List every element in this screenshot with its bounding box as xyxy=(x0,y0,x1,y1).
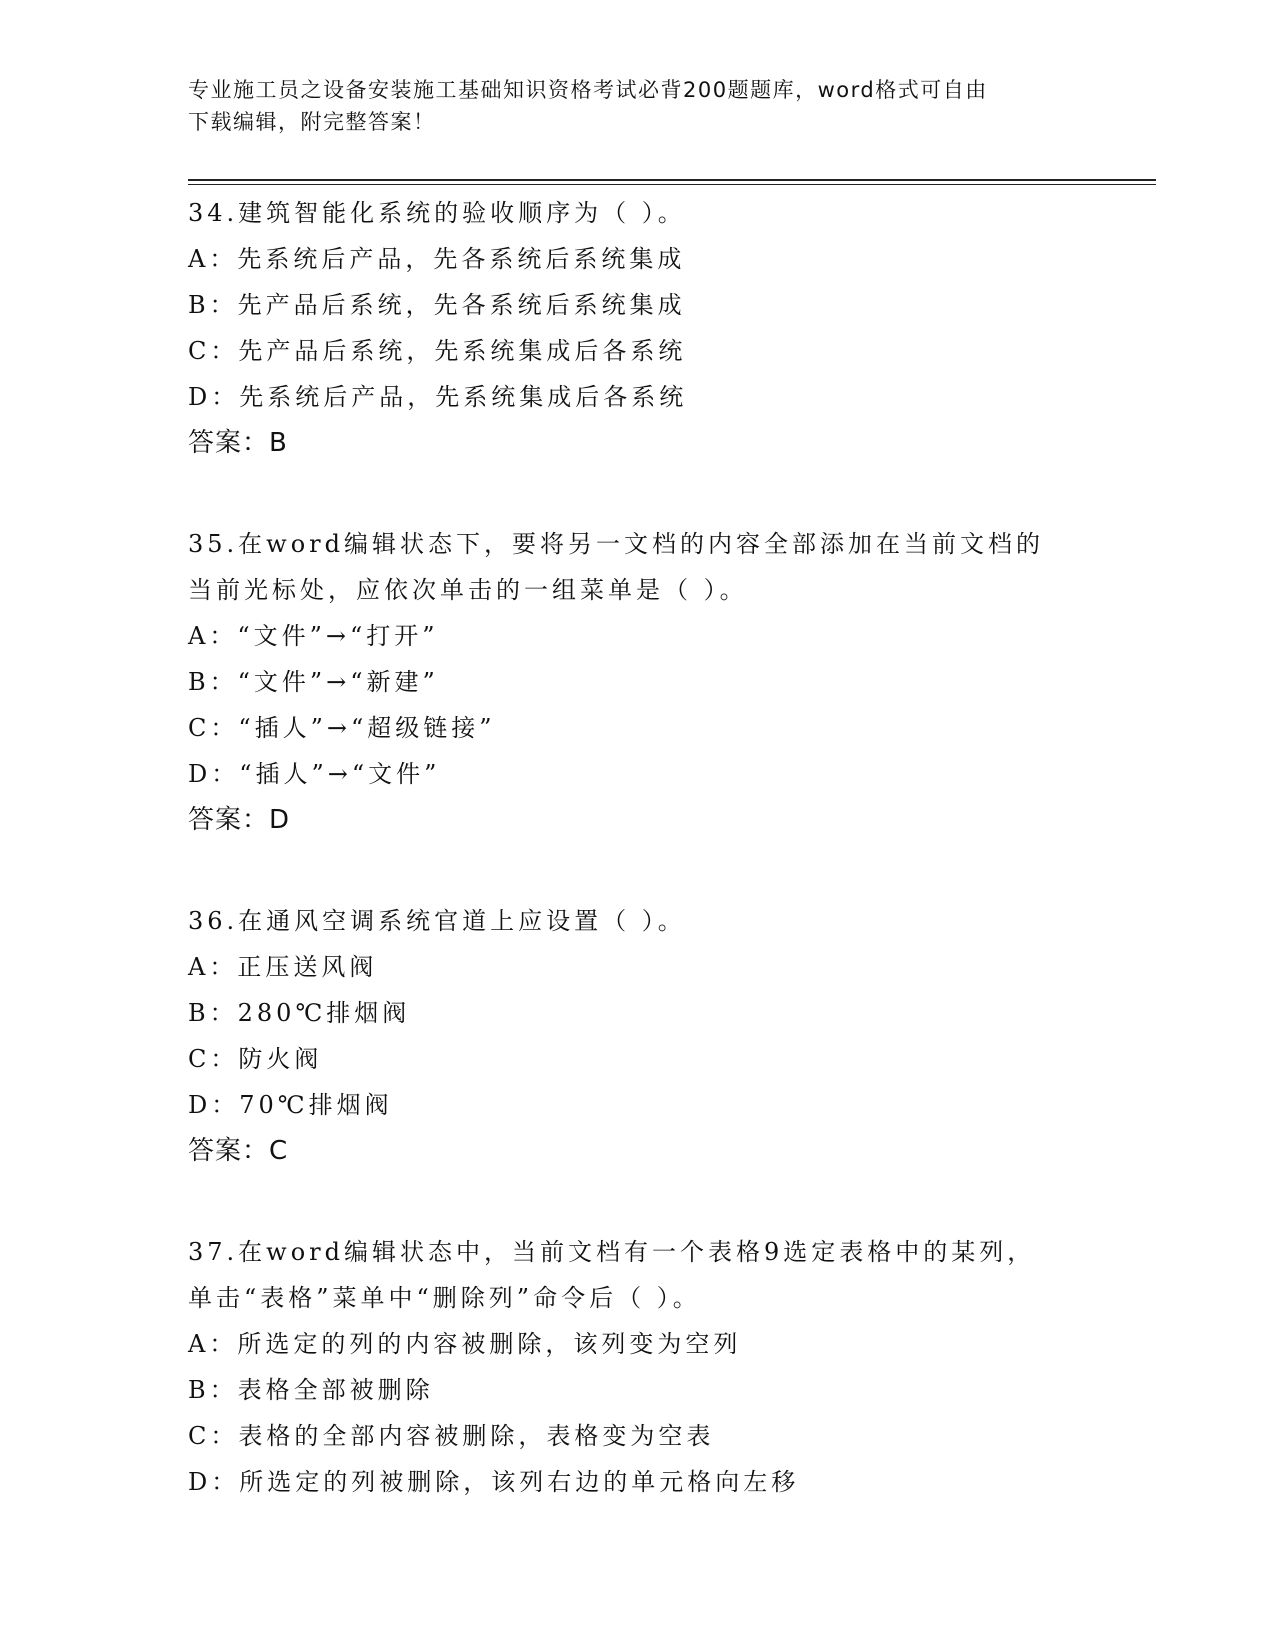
header-line-2: 下载编辑，附完整答案！ xyxy=(188,110,436,134)
option-c: C：防火阀 xyxy=(188,1045,323,1073)
answer-label: 答案：D xyxy=(188,805,291,835)
header-rule-thick xyxy=(188,179,1156,181)
question-list xyxy=(188,190,1088,1560)
question-stem-continued: 当前光标处，应依次单击的一组菜单是（ ）。 xyxy=(188,576,748,604)
option-c: C：“插人”→“超级链接” xyxy=(188,714,496,742)
question-stem: 37.在word编辑状态中，当前文档有一个表格9选定表格中的某列， xyxy=(188,1238,1036,1266)
option-a: A：先系统后产品，先各系统后系统集成 xyxy=(188,245,686,273)
question-stem: 36.在通风空调系统官道上应设置（ ）。 xyxy=(188,907,686,935)
option-a: A：所选定的列的内容被删除，该列变为空列 xyxy=(188,1330,742,1358)
option-b: B：“文件”→“新建” xyxy=(188,668,439,696)
option-d: D：“插人”→“文件” xyxy=(188,760,441,788)
document-header xyxy=(188,74,1088,138)
option-c: C：表格的全部内容被删除，表格变为空表 xyxy=(188,1422,715,1450)
option-a: A：“文件”→“打开” xyxy=(188,622,439,650)
header-rule-thin xyxy=(188,184,1156,185)
option-d: D：先系统后产品，先系统集成后各系统 xyxy=(188,383,688,411)
question-stem-continued: 单击“表格”菜单中“删除列”命令后（ ）。 xyxy=(188,1284,701,1312)
option-b: B：先产品后系统，先各系统后系统集成 xyxy=(188,291,686,319)
question-34 xyxy=(188,190,1088,466)
answer-label: 答案：C xyxy=(188,1136,289,1166)
option-b: B：表格全部被删除 xyxy=(188,1376,434,1404)
question-35 xyxy=(188,521,1088,843)
header-line-1: 专业施工员之设备安装施工基础知识资格考试必背200题题库，word格式可自由 xyxy=(188,78,988,102)
question-stem: 35.在word编辑状态下，要将另一文档的内容全部添加在当前文档的 xyxy=(188,530,1044,558)
question-36 xyxy=(188,898,1088,1174)
option-d: D：70℃排烟阀 xyxy=(188,1091,393,1119)
question-37 xyxy=(188,1229,1088,1505)
option-c: C：先产品后系统，先系统集成后各系统 xyxy=(188,337,687,365)
question-stem: 34.建筑智能化系统的验收顺序为（ ）。 xyxy=(188,199,686,227)
option-a: A：正压送风阀 xyxy=(188,953,378,981)
option-b: B：280℃排烟阀 xyxy=(188,999,411,1027)
option-d: D：所选定的列被删除，该列右边的单元格向左移 xyxy=(188,1468,800,1496)
answer-label: 答案：B xyxy=(188,428,288,458)
